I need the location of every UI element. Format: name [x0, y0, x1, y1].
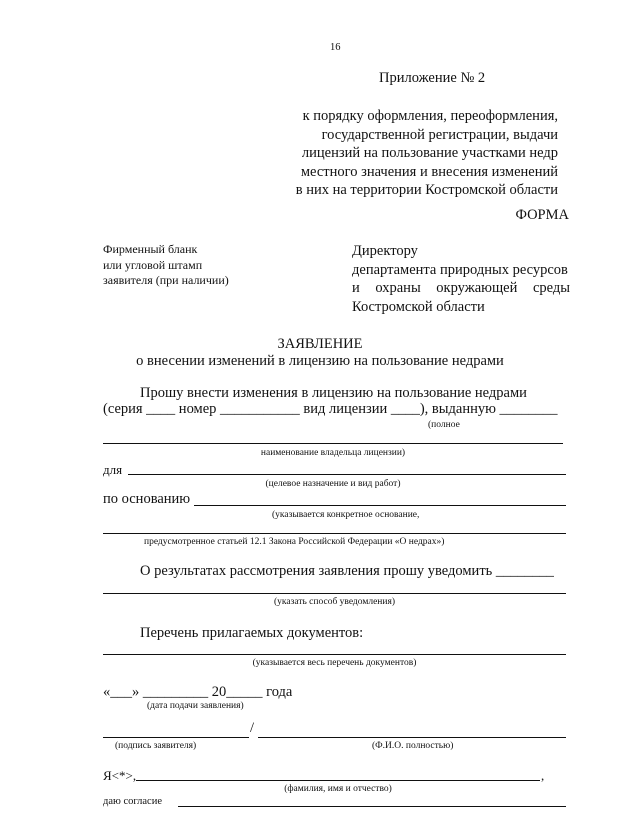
- signature-slash: /: [250, 720, 255, 736]
- letterhead-note: [103, 242, 229, 289]
- appendix-description: [296, 107, 558, 200]
- consent-label: даю согласие: [103, 796, 162, 807]
- name-line-comma: ,: [541, 768, 545, 783]
- i-label: Я<*>,: [103, 768, 137, 783]
- hint-signature: (подпись заявителя): [115, 741, 197, 751]
- form-label: ФОРМА: [515, 207, 569, 223]
- addressee-word: окружающей: [436, 280, 518, 296]
- page-number: 16: [330, 42, 341, 53]
- basis-continuation-line[interactable]: [103, 533, 566, 534]
- date-line[interactable]: «___» _________ 20_____ года: [103, 684, 293, 700]
- addressee-word: среды: [532, 280, 570, 296]
- consent-line[interactable]: [178, 806, 566, 807]
- documents-line[interactable]: [103, 654, 566, 655]
- signature-line[interactable]: [103, 737, 249, 738]
- notify-line: О результатах рассмотрения заявления прошу уведомить ________: [140, 563, 554, 579]
- fio-line[interactable]: [258, 737, 566, 738]
- basis-line[interactable]: [194, 505, 566, 506]
- appendix-line: к порядку оформления, переоформления,: [302, 108, 558, 124]
- addressee-block: [352, 242, 570, 316]
- appendix-line: лицензий на пользование участками недр: [301, 145, 558, 161]
- appendix-line: местного значения и внесения изменений: [300, 163, 558, 180]
- documents-label: Перечень прилагаемых документов:: [140, 625, 364, 641]
- hint-basis: (указывается конкретное основание,: [272, 510, 420, 520]
- basis-label: по основанию: [103, 491, 191, 507]
- letterhead-line: Фирменный бланк: [103, 242, 198, 256]
- request-line-2: (серия ____ номер ___________ вид лицензии ____), выданную ________: [103, 401, 558, 417]
- hint-law: предусмотренное статьей 12.1 Закона Российской Федерации «О недрах»): [144, 537, 445, 547]
- document-subtitle: о внесении изменений в лицензию на пользование недрами: [136, 353, 504, 369]
- addressee-word: охраны: [375, 280, 421, 296]
- owner-name-line[interactable]: [103, 443, 563, 444]
- appendix-title: Приложение № 2: [379, 70, 486, 86]
- letterhead-line: заявителя (при наличии): [103, 273, 229, 287]
- addressee-line: Костромской области: [352, 298, 485, 315]
- letterhead-line: или угловой штамп: [103, 257, 203, 272]
- document-title: ЗАЯВЛЕНИЕ: [277, 336, 363, 352]
- addressee-line-justified: [352, 279, 570, 298]
- hint-date: (дата подачи заявления): [147, 701, 244, 711]
- hint-notify: (указать способ уведомления): [274, 597, 395, 607]
- addressee-line: Директору: [352, 243, 418, 259]
- purpose-line[interactable]: [128, 474, 566, 475]
- addressee-line: департамента природных ресурсов: [352, 261, 568, 278]
- notify-method-line[interactable]: [103, 593, 566, 594]
- addressee-word: и: [352, 280, 360, 296]
- hint-purpose: (целевое назначение и вид работ): [265, 479, 401, 489]
- appendix-line: государственной регистрации, выдачи: [321, 126, 558, 143]
- hint-name: (фамилия, имя и отчество): [284, 784, 392, 794]
- full-name-line[interactable]: [136, 780, 540, 781]
- request-line-1: Прошу внести изменения в лицензию на пользование недрами: [140, 385, 527, 401]
- appendix-line: в них на территории Костромской области: [295, 182, 558, 198]
- for-label: для: [103, 462, 123, 477]
- hint-fio: (Ф.И.О. полностью): [372, 741, 454, 751]
- hint-owner: наименование владельца лицензии): [260, 448, 406, 458]
- hint-full: (полное: [428, 420, 460, 430]
- hint-documents: (указывается весь перечень документов): [252, 658, 417, 668]
